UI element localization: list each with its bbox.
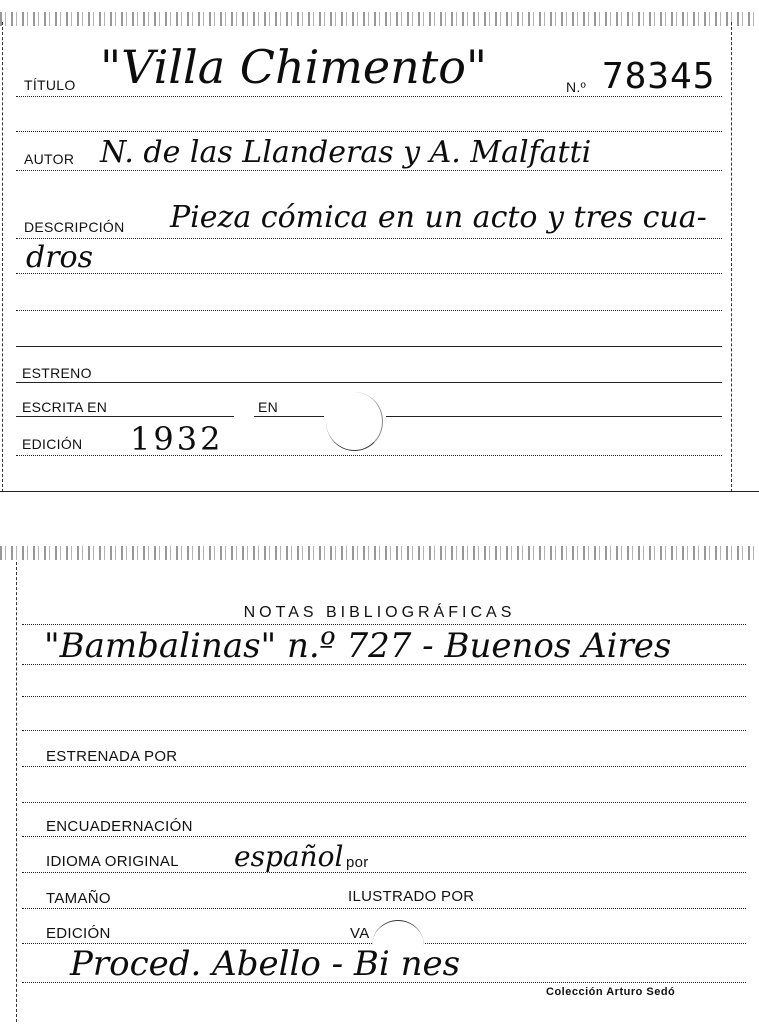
por-label: por bbox=[346, 854, 369, 871]
blank-line bbox=[16, 310, 722, 311]
catalog-card-back bbox=[0, 540, 759, 1028]
edicion-label: EDICIÓN bbox=[22, 436, 83, 452]
heading-line bbox=[22, 624, 746, 625]
en-line-a bbox=[254, 416, 324, 417]
tamano-label: TAMAÑO bbox=[46, 890, 111, 907]
punch-hole bbox=[326, 392, 383, 451]
titulo-line bbox=[16, 96, 722, 97]
blank-line bbox=[22, 730, 746, 731]
notas-line bbox=[22, 664, 746, 665]
ilustrado-por-label: ILUSTRADO POR bbox=[348, 888, 475, 905]
descripcion-label: DESCRIPCIÓN bbox=[24, 219, 125, 235]
numero-value: 78345 bbox=[602, 56, 716, 97]
descripcion-line-2 bbox=[16, 273, 722, 274]
card-left-edge bbox=[16, 562, 17, 1022]
estreno-line bbox=[16, 382, 722, 383]
card-left-edge bbox=[2, 22, 3, 492]
encuadernacion-line bbox=[22, 836, 746, 837]
tamano-line bbox=[22, 908, 746, 909]
en-line-b bbox=[386, 416, 722, 417]
card-right-edge bbox=[731, 22, 732, 492]
proced-value: Proced. Abello - Bi nes bbox=[70, 944, 461, 984]
encuadernacion-label: ENCUADERNACIÓN bbox=[46, 818, 193, 835]
blank-line bbox=[16, 346, 722, 347]
numero-label: N.º bbox=[566, 79, 587, 95]
estreno-label: ESTRENO bbox=[22, 365, 92, 381]
idioma-original-value: español bbox=[234, 840, 344, 873]
autor-line bbox=[16, 170, 722, 171]
torn-edge bbox=[0, 12, 759, 26]
edicion-value: 1932 bbox=[130, 420, 224, 458]
en-label: EN bbox=[258, 399, 279, 415]
edicion-label: EDICIÓN bbox=[46, 925, 111, 942]
blank-line bbox=[22, 696, 746, 697]
titulo-label: TÍTULO bbox=[24, 77, 76, 93]
notas-heading: NOTAS BIBLIOGRÁFICAS bbox=[243, 604, 516, 621]
idioma-original-label: IDIOMA ORIGINAL bbox=[46, 853, 179, 870]
torn-edge bbox=[0, 546, 759, 560]
notas-value: "Bambalinas" n.º 727 - Buenos Aires bbox=[44, 626, 672, 666]
catalog-card-front bbox=[0, 0, 759, 495]
autor-label: AUTOR bbox=[24, 151, 75, 167]
estrenada-por-label: ESTRENADA POR bbox=[46, 748, 178, 765]
blank-line bbox=[16, 131, 722, 132]
escrita-en-label: ESCRITA EN bbox=[22, 399, 108, 415]
card-bottom-edge bbox=[0, 491, 759, 492]
edicion-line bbox=[16, 455, 722, 456]
descripcion-value-line2: dros bbox=[26, 240, 94, 275]
descripcion-value-line1: Pieza cómica en un acto y tres cua- bbox=[170, 200, 707, 235]
descripcion-line-1 bbox=[16, 238, 722, 239]
titulo-value: "Villa Chimento" bbox=[100, 40, 488, 94]
idioma-line bbox=[22, 872, 746, 873]
blank-line bbox=[22, 802, 746, 803]
collection-credit: Colección Arturo Sedó bbox=[546, 986, 676, 998]
valor-label: VA bbox=[350, 925, 370, 942]
proced-line bbox=[22, 982, 746, 983]
escrita-en-line bbox=[16, 416, 234, 417]
estrenada-por-line bbox=[22, 766, 746, 767]
autor-value: N. de las Llanderas y A. Malfatti bbox=[100, 135, 592, 170]
